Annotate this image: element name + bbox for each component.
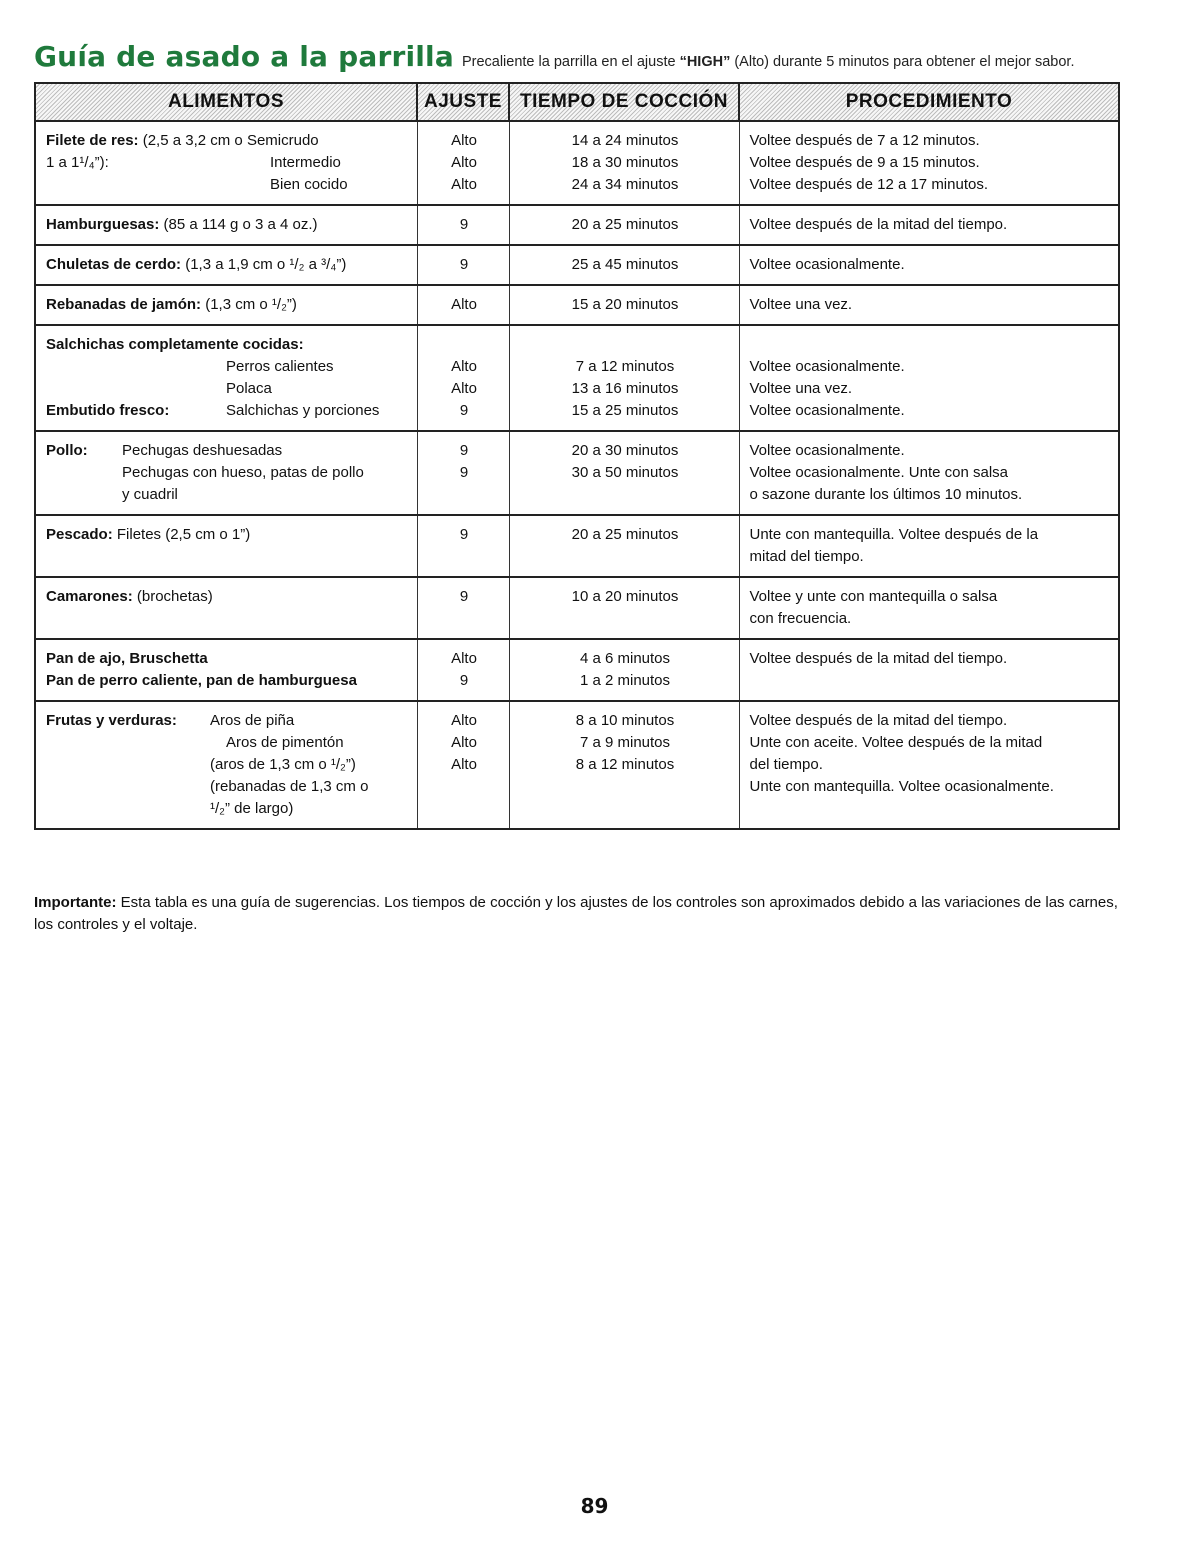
procedure-cell: Voltee y unte con mantequilla o salsa con frecuencia.: [739, 577, 1119, 639]
procedure-cell: Voltee ocasionalmente. Voltee una vez. Voltee ocasionalmente.: [739, 325, 1119, 431]
procedure-cell: Voltee después de la mitad del tiempo. Unte con aceite. Voltee después de la mitad del tiempo. Unte con mantequilla. Voltee ocasionalmente.: [739, 701, 1119, 829]
procedure-cell: Unte con mantequilla. Voltee después de la mitad del tiempo.: [739, 515, 1119, 577]
page-subtitle: Precaliente la parrilla en el ajuste “HIGH” (Alto) durante 5 minutos para obtener el mejor sabor.: [461, 54, 1075, 70]
food-cell: Filete de res: (2,5 a 3,2 cm o Semicrudo 1 a 1¹/₄”): Intermedio Bien cocido: [35, 121, 417, 205]
food-cell: Camarones: (brochetas): [35, 577, 417, 639]
header-tiempo: TIEMPO DE COCCIÓN: [509, 83, 739, 121]
time-cell: 15 a 20 minutos: [509, 285, 739, 325]
setting-cell: 9 9: [417, 431, 509, 515]
procedure-cell: Voltee después de la mitad del tiempo.: [739, 205, 1119, 245]
time-cell: 14 a 24 minutos 18 a 30 minutos 24 a 34 minutos: [509, 121, 739, 205]
procedure-cell: Voltee después de la mitad del tiempo.: [739, 639, 1119, 701]
time-cell: 20 a 25 minutos: [509, 205, 739, 245]
table-row: [35, 285, 1119, 325]
food-cell: Frutas y verduras: Aros de piña Aros de pimentón (aros de 1,3 cm o ¹/₂”) (rebanadas de 1,3 cm o ¹/₂” de largo): [35, 701, 417, 829]
header-alimentos: ALIMENTOS: [35, 83, 417, 121]
setting-cell: 9: [417, 515, 509, 577]
time-cell: 4 a 6 minutos 1 a 2 minutos: [509, 639, 739, 701]
time-cell: 25 a 45 minutos: [509, 245, 739, 285]
table-row: [35, 245, 1119, 285]
table-row: [35, 639, 1119, 701]
procedure-cell: Voltee después de 7 a 12 minutos. Voltee después de 9 a 15 minutos. Voltee después de 12 a 17 minutos.: [739, 121, 1119, 205]
setting-cell: Alto 9: [417, 639, 509, 701]
food-cell: Hamburguesas: (85 a 114 g o 3 a 4 oz.): [35, 205, 417, 245]
procedure-cell: Voltee ocasionalmente.: [739, 245, 1119, 285]
table-row: [35, 325, 1119, 431]
time-cell: 20 a 30 minutos 30 a 50 minutos: [509, 431, 739, 515]
food-cell: Pollo: Pechugas deshuesadas Pechugas con hueso, patas de pollo y cuadril: [35, 431, 417, 515]
note-text: Esta tabla es una guía de sugerencias. Los tiempos de cocción y los ajustes de los controles son aproximados debido a las variaciones de las carnes, los controles y el voltaje.: [34, 894, 1118, 933]
table-row: [35, 121, 1119, 205]
table-row: [35, 701, 1119, 829]
table-row: [35, 431, 1119, 515]
header-ajuste: AJUSTE: [417, 83, 509, 121]
procedure-cell: Voltee ocasionalmente. Voltee ocasionalmente. Unte con salsa o sazone durante los últimos 10 minutos.: [739, 431, 1119, 515]
time-cell: 20 a 25 minutos: [509, 515, 739, 577]
table-row: [35, 577, 1119, 639]
note-label: Importante:: [34, 894, 117, 911]
setting-cell: Alto Alto Alto: [417, 121, 509, 205]
time-cell: 10 a 20 minutos: [509, 577, 739, 639]
food-cell: Pan de ajo, Bruschetta Pan de perro caliente, pan de hamburguesa: [35, 639, 417, 701]
time-cell: 7 a 12 minutos 13 a 16 minutos 15 a 25 minutos: [509, 325, 739, 431]
setting-cell: Alto Alto 9: [417, 325, 509, 431]
page-title: Guía de asado a la parrilla: [34, 40, 454, 73]
setting-cell: 9: [417, 577, 509, 639]
food-cell: Pescado: Filetes (2,5 cm o 1”): [35, 515, 417, 577]
table-row: [35, 205, 1119, 245]
table-row: [35, 515, 1119, 577]
procedure-cell: Voltee una vez.: [739, 285, 1119, 325]
time-cell: 8 a 10 minutos 7 a 9 minutos 8 a 12 minutos: [509, 701, 739, 829]
header-procedimiento: PROCEDIMIENTO: [739, 83, 1119, 121]
important-note: [34, 892, 1134, 936]
table-header-row: [35, 83, 1119, 121]
food-cell: Salchichas completamente cocidas: Perros calientes Polaca Embutido fresco: Salchichas y porciones: [35, 325, 417, 431]
setting-cell: Alto: [417, 285, 509, 325]
setting-cell: 9: [417, 205, 509, 245]
grilling-guide-table: [34, 82, 1120, 830]
setting-cell: Alto Alto Alto: [417, 701, 509, 829]
food-cell: Chuletas de cerdo: (1,3 a 1,9 cm o ¹/₂ a ³/₄”): [35, 245, 417, 285]
setting-cell: 9: [417, 245, 509, 285]
page-number: 89: [580, 1494, 609, 1518]
page-heading: [34, 40, 1164, 73]
food-cell: Rebanadas de jamón: (1,3 cm o ¹/₂”): [35, 285, 417, 325]
